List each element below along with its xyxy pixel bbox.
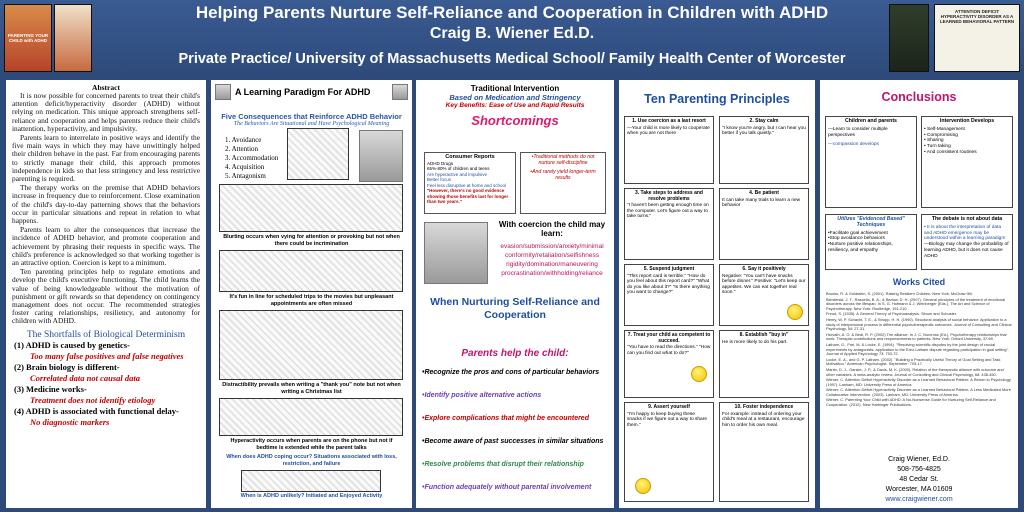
- citation: Latham, G., Frei, M. & Locke, E. (1994). "Resolving scientific disputes by the joint design of crucial experiments by antagonists: application to the Erez-Latham dispute regarding participation in goal setting". Journal of Applied Psychology 73: 753-72.: [826, 341, 1010, 357]
- principle-body: "I'm happy to keep buying these snacks if we figure out a way to share them.": [627, 411, 707, 428]
- cartoon-image: [241, 470, 381, 492]
- help-item: •Resolve problems that disrupt their relationship: [422, 461, 584, 468]
- report-item: ADHD Drugs: [427, 160, 454, 166]
- poster-affiliation: Private Practice/ University of Massachusetts Medical School/ Family Health Center of Worcester: [178, 51, 846, 67]
- citation: Horvath, A. O. & Bedi, R. P. (2002) The alliance. In J. C. Norcross (Ed.), Psychotherapy relationships that work: Therapist contributions and responsiveness to patients. New York: Oxford University, 37-69.: [826, 331, 1007, 342]
- conclusion-item: • Turn taking: [924, 144, 951, 150]
- conclusion-item: • It is about the interpretation of data and ADHD emergence may be understood within a learning paradigm: [924, 224, 1006, 242]
- principle-body: "You have to read the directions." "How can you find out what to do?": [627, 345, 711, 356]
- principle-card: [719, 188, 809, 260]
- paradigm-header: [211, 80, 412, 104]
- consequence-item: 2. Attention: [225, 145, 259, 153]
- shortfall-item: (3) Medicine works-: [14, 383, 87, 394]
- principle-card: [624, 330, 714, 398]
- cartoon-image: [219, 398, 403, 436]
- abstract-heading: Abstract: [92, 83, 120, 92]
- citation: Wiener, C. Attention Deficit Hyperactivity Disorder as a Learned Behavioral Pattern: A Return to Psychology. (1997). Lanham, MD: University Press of America.: [826, 377, 1012, 387]
- principle-body: Negative: "You can't have snacks before dinner." Positive: "Let's keep our appetites. We can eat together real soon.": [722, 273, 806, 296]
- methods-note: •And rarely yield longer-term results: [530, 169, 596, 181]
- consumer-reports-title: Consumer Reports: [445, 154, 495, 160]
- principle-card: [624, 264, 714, 326]
- shortfall-detail: No diagnostic markers: [30, 416, 110, 427]
- contact-name: Craig Wiener, Ed.D.: [888, 456, 950, 463]
- conclusion-box-title: Utilizes "Evidenced Based" Techniques: [837, 216, 905, 228]
- principles-panel: [619, 80, 815, 508]
- paradigm-subtitle: Five Consequences that Reinforce ADHD Behavior: [221, 112, 402, 121]
- principle-body: It can take many trials to learn a new behavior: [722, 197, 801, 209]
- consequence-item: 4. Acquisition: [225, 163, 265, 171]
- report-quote: "However, there's no good evidence showing those benefits last for longer than two years.": [427, 188, 509, 204]
- cartoon-caption: Blurting occurs when vying for attention or provoking but not when there could be incrimination: [223, 234, 400, 247]
- contact-phone: 508-756-4825: [897, 466, 941, 473]
- conclusion-item: —Learn to consider multiple perspectives: [828, 126, 888, 138]
- conclusion-box: [921, 214, 1013, 270]
- abstract-paragraph: Parents learn to alter the consequences that increase the incidence of ADHD behavior, and promote cooperation and achievement by phrasing their requests in specific ways. The child's preference is acknowledged so that working together is an attractive option. Coercion is kept to a minimum.: [12, 225, 200, 268]
- citation: Brooks, R. & Goldstein, S. (2001). Raising Resilient Children. New York: McGraw Hill.: [826, 291, 974, 296]
- intervention-subtitle: Based on Medication and Stringency: [449, 93, 581, 102]
- cartoon-caption: Distractibility prevails when writing a "thank you" note but not when writing a Christmas list: [222, 382, 401, 395]
- conclusion-item: • Sharing: [924, 138, 944, 144]
- abstract-panel: [6, 80, 206, 508]
- cartoon-image: [219, 184, 403, 232]
- shortfalls-title: The Shortfalls of Biological Determinism: [26, 329, 186, 340]
- cartoon-caption: Hyperactivity occurs when parents are on the phone but not if bedtime is extended while the parent talks: [230, 438, 393, 451]
- works-cited-list: [826, 292, 1012, 409]
- child-icon: [215, 84, 231, 100]
- cartoon-caption: It's fun in line for scheduled trips to the movies but unpleasant appointments are often missed: [229, 294, 394, 307]
- principle-title: 4. Be patient: [749, 190, 779, 196]
- principle-title: 8. Establish "buy in": [739, 332, 789, 338]
- conclusion-item: —Biology may change the probability of learning ADHD, but it does not cause ADHD: [924, 242, 1009, 259]
- cartoon-image: [219, 250, 403, 292]
- book-cover-title: PARENTING YOUR CHILD with ADHD: [7, 33, 49, 43]
- principle-title: 3. Take steps to address and resolve problems: [635, 190, 703, 202]
- abstract-paragraph: Parents learn to interrelate in positive ways and identify the five main ways in which they may have unwittingly helped their children behave in the past. Far from encouraging parents to strictly manage their child, this approach promotes independence in kids so that less stringency and less restrictive parenting is required.: [12, 133, 200, 184]
- consequence-list: [211, 136, 278, 181]
- principle-body: "I haven't been getting enough time on the computer. Let's figure out a way to take turns.": [627, 203, 709, 220]
- smiley-icon: [635, 478, 651, 494]
- paradigm-subtitle-2: The Behaviors Are Situational and Have Psychological Meaning: [233, 121, 390, 127]
- help-item: •Explore complications that might be encountered: [422, 415, 589, 422]
- intervention-title: Traditional Intervention: [470, 84, 560, 93]
- cartoon-image: [219, 310, 403, 380]
- contact-city: Worcester, MA 01609: [885, 486, 953, 493]
- coercion-heading: With coercion the child may learn:: [498, 220, 606, 238]
- works-cited-title: Works Cited: [892, 277, 946, 287]
- cartoon-caption: When does ADHD coping occur? Situations associated with loss, restriction, and failure: [226, 454, 397, 467]
- report-item: 65%-80% of children and teens: [427, 166, 490, 171]
- smiley-icon: [691, 366, 707, 382]
- author-photo: [54, 4, 92, 72]
- book-cover-image: [889, 4, 929, 72]
- poster-author: Craig B. Wiener Ed.D.: [429, 25, 595, 42]
- citation: Bierderski, J. T., Rascella, B. A., & Barlow, D. H. (2007). General principles of the treatment of emotional disorders across the lifespan. In S. G. Hofmann & J. Weinberger (Eds.), The Art and Science of Psychotherapy. New York: Routledge, 191-210.: [826, 296, 1005, 311]
- conclusion-box-title: Children and parents: [845, 118, 897, 124]
- poster-title: Helping Parents Nurture Self-Reliance and Cooperation in Children with ADHD: [195, 3, 829, 22]
- consequence-item: 3. Accommodation: [225, 154, 279, 162]
- principle-body: —Your child is more likely to cooperate when you are not there: [627, 125, 710, 137]
- principle-card: [624, 116, 714, 184]
- conclusion-item: •Facilitate goal achievement: [828, 230, 888, 236]
- conclusions-title: Conclusions: [881, 90, 957, 104]
- coercion-outcomes: evasion/submission/anxiety/minimal conformity/retaliation/selfishness rigidity/domination/maneuvering procrastination/withholding/reliance: [500, 243, 604, 277]
- shortfall-item: (4) ADHD is associated with functional delay-: [14, 405, 179, 416]
- shortfall-detail: Correlated data not causal data: [30, 372, 141, 383]
- shortfall-item: (1) ADHD is caused by genetics-: [14, 339, 130, 350]
- principle-title: 6. Say it positively: [742, 266, 786, 272]
- conclusion-item: •Stop avoidance behaviors: [828, 236, 885, 242]
- freud-portrait: [359, 130, 403, 182]
- report-item: Better focus: [427, 177, 452, 182]
- help-item: •Become aware of past successes in similar situations: [422, 438, 604, 445]
- cartoon-caption: When is ADHD unlikely? Initiated and Enjoyed Activity: [240, 493, 383, 499]
- principle-card: [719, 402, 809, 502]
- contact-street: 48 Cedar St.: [899, 476, 939, 483]
- cartoon-image: [287, 128, 349, 180]
- conclusion-box: [825, 116, 917, 208]
- shortfall-item: (2) Brain biology is different-: [14, 361, 120, 372]
- principle-body: For example: instead of ordering your child's meal at a restaurant, encourage him to order his own meal.: [722, 411, 805, 428]
- citation: Henry, W. P. Schacht, T. E., & Strupp, H. H. (1990). Structural analysis of social behavior: Application to a study of interpersonal process in differential psychotherapeutic outcomes. Journal of Consulting and Clinical Psychology, 54: 27-31.: [826, 316, 1012, 332]
- citation: Martin, D. J., Garske, J. P., & Davis, M. K. (2000). Relation of the therapeutic alliance with outcome and other variables. A meta-analytic review. Journal of Consulting and Clinical Psychology, 68: 438-450.: [826, 366, 1004, 377]
- help-item: •Identify positive alternative actions: [422, 392, 542, 399]
- consequence-item: 1. Avoidance: [225, 136, 262, 144]
- citation: Locke, E. A., and G. P. Latham. (2002). "Building a Practically Useful Theory of Goal Setting and Task Motivation." American Psychologist. September: 705-17.: [826, 356, 1001, 367]
- principle-title: 10. Foster independence: [734, 404, 794, 410]
- principle-title: 5. Suspend judgment: [643, 266, 695, 272]
- book-cover-image: [934, 4, 1020, 72]
- conclusion-box: [825, 214, 917, 270]
- principles-title: Ten Parenting Principles: [644, 92, 790, 106]
- consumer-reports-box: [424, 152, 516, 214]
- smiley-icon: [787, 304, 803, 320]
- intervention-panel: [416, 80, 614, 508]
- principle-card: [719, 330, 809, 398]
- abstract-paragraph: It is now possible for concerned parents to treat their child's attention deficit/hyperactivity disorder (ADHD) without relying on medication. This unique approach strengthens self-reliance and cooperation and helps parents reduce their child's inattention, hyperactivity, and impulsivity.: [12, 91, 200, 133]
- poster-header: [0, 0, 1024, 76]
- conclusion-item: • Self-Management: [924, 126, 965, 132]
- report-item: Are hyperactive and impulsive: [427, 171, 488, 177]
- principle-body: He is more likely to do his part.: [722, 339, 788, 345]
- conclusion-box: [921, 116, 1013, 208]
- conclusion-item: —compassion develops: [828, 142, 879, 148]
- shortfall-detail: Treatment does not identify etiology: [30, 394, 156, 405]
- intervention-benefits: Key Benefits: Ease of Use and Rapid Results: [445, 102, 585, 109]
- principle-title: 1. Use coercion as a last resort: [632, 118, 706, 124]
- principle-title: 2. Stay calm: [749, 118, 779, 124]
- abstract-paragraph: The therapy works on the premise that ADHD behaviors increase in frequency due to reinforcement. Close examination of the child's day-to-day patterning shows that the behaviors occur in particular situations and repeat in relation to what happens.: [12, 183, 200, 226]
- contact-website-link[interactable]: www.craigwiener.com: [885, 496, 953, 503]
- conclusion-item: • Compromising: [924, 132, 958, 138]
- principle-body: "I know you're angry, but I can hear you better if you talk quietly.": [722, 125, 806, 137]
- paradigm-panel: [211, 80, 412, 508]
- conclusions-panel: [820, 80, 1018, 508]
- report-item: Feel less disruptive at home and school: [427, 182, 507, 188]
- citation: Wiener, C. Parenting Your Child with ADHD: A No-Nonsense Guide for Nurturing Self-Reliance and Cooperation. (2012). New Harbinger Publications.: [826, 397, 996, 408]
- parents-help-heading: Parents help the child:: [461, 348, 569, 359]
- principle-title: 7. Treat your child as competent to succeed.: [627, 332, 711, 344]
- citation: Wiener, C. Attention Deficit Hyperactivity Disorder as a Learned Behavioral Pattern: A Less Medicated More Collaborative Intervention. (2003). Lanham, MD: University Press of America.: [826, 387, 1011, 397]
- book-cover-image: [4, 4, 52, 72]
- shortcomings-title: Shortcomings: [471, 113, 559, 128]
- child-icon: [392, 84, 408, 100]
- principle-card: [719, 116, 809, 184]
- principle-body: "This report card is terrible." "How do you feel about this report card?" "What do you like about it?" "Is there anything you want to change?": [627, 273, 710, 296]
- methods-box: [520, 152, 606, 214]
- consequence-item: 5. Antagonism: [225, 172, 266, 180]
- conclusion-box-title: The debate is not about data: [931, 216, 1003, 222]
- book-cover-title: ATTENTION DEFICIT HYPERACTIVITY DISORDER AS A LEARNED BEHAVIORAL PATTERN: [939, 9, 1015, 24]
- nurturing-heading: When Nurturing Self-Reliance and Cooperation: [430, 296, 600, 321]
- paradigm-title: A Learning Paradigm For ADHD: [235, 87, 371, 97]
- abstract-paragraph: Ten parenting principles help to regulate emotions and develop the child's executive functioning. The child learns the value of being knowledgeable without the motivation of punishment or gift rewards so that dependency on contingency management does not occur. The recommended strategies foster caring relationships, resiliency, and autonomy for children with ADHD.: [12, 267, 200, 326]
- coercion-photo: [424, 222, 488, 284]
- conclusion-item: •Nurture positive relationships, resiliency, and empathy: [828, 242, 893, 253]
- help-item: •Recognize the pros and cons of particular behaviors: [422, 369, 600, 376]
- conclusion-box-title: Intervention Develops: [939, 118, 995, 124]
- methods-note: •Traditional methods do not nurture self-discipline: [531, 154, 595, 166]
- shortfalls-list: [6, 340, 206, 428]
- shortfall-detail: Too many false positives and false negatives: [30, 350, 184, 361]
- conclusion-item: • And consistent routines: [924, 149, 977, 155]
- principle-title: 9. Assert yourself: [648, 404, 690, 410]
- help-item: •Function adequately without parental involvement: [422, 484, 592, 491]
- contact-block: [820, 455, 1018, 505]
- citation: Freud, S. (1935). A General Theory of Psychoanalysis. Simon and Schuster.: [826, 311, 957, 317]
- principle-card: [624, 188, 714, 260]
